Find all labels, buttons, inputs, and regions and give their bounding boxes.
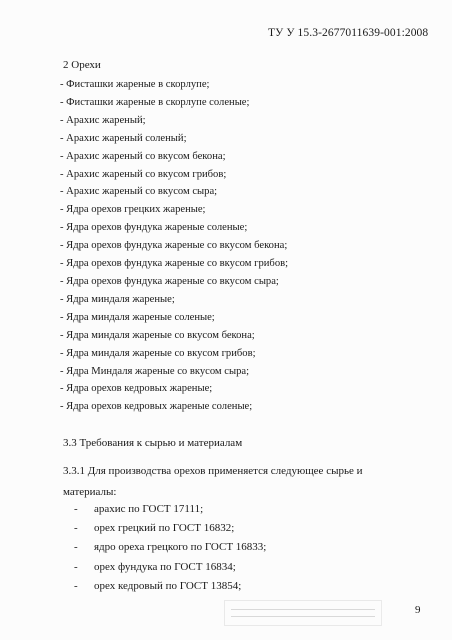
list-item: - Ядра орехов фундука жареные соленые; xyxy=(60,222,248,234)
dash-marker: - xyxy=(74,541,78,554)
list-item: - Ядра орехов фундука жареные со вкусом сыра; xyxy=(60,275,279,287)
list-item: - Ядра миндаля жареные; xyxy=(60,293,175,305)
page-number: 9 xyxy=(415,604,421,616)
list-item: - Ядра миндаля жареные соленые; xyxy=(60,311,215,323)
list-item: - Арахис жареный со вкусом бекона; xyxy=(60,150,226,162)
list-item: - Арахис жареный соленый; xyxy=(60,132,187,144)
list-item: - Ядра миндаля жареные со вкусом грибов; xyxy=(60,347,256,359)
list-item: - Ядра орехов фундука жареные со вкусом грибов; xyxy=(60,258,289,270)
material-item xyxy=(74,519,266,538)
subsection-title: 3.3 Требования к сырью и материалам xyxy=(63,437,243,449)
faded-stamp xyxy=(224,600,382,626)
material-item xyxy=(74,558,266,577)
list-item: - Арахис жареный; xyxy=(60,114,146,126)
material-text: орех фундука по ГОСТ 16834; xyxy=(94,560,236,573)
material-text: орех кедровый по ГОСТ 13854; xyxy=(94,579,242,592)
material-text: ядро ореха грецкого по ГОСТ 16833; xyxy=(94,541,267,554)
list-item: - Ядра орехов кедровых жареные соленые; xyxy=(60,401,253,413)
material-text: орех грецкий по ГОСТ 16832; xyxy=(94,522,235,535)
list-item: - Ядра орехов кедровых жареные; xyxy=(60,383,213,395)
list-item: - Арахис жареный со вкусом грибов; xyxy=(60,168,227,180)
dash-marker: - xyxy=(74,579,78,592)
list-item: - Ядра Миндаля жареные со вкусом сыра; xyxy=(60,365,250,377)
dash-marker: - xyxy=(74,560,78,573)
list-item: - Фисташки жареные в скорлупе; xyxy=(60,79,210,90)
material-item xyxy=(74,577,266,596)
dash-marker: - xyxy=(74,522,78,535)
material-item xyxy=(74,500,266,519)
materials-list xyxy=(74,500,266,596)
dash-marker: - xyxy=(74,503,78,515)
section-title: 2 Орехи xyxy=(63,59,101,71)
material-item xyxy=(74,538,266,557)
list-item: - Ядра миндаля жареные со вкусом бекона; xyxy=(60,329,255,341)
list-item: - Ядра орехов фундука жареные со вкусом бекона; xyxy=(60,240,288,252)
material-text: арахис по ГОСТ 17111; xyxy=(94,503,204,515)
list-item: - Арахис жареный со вкусом сыра; xyxy=(60,186,218,198)
product-list xyxy=(60,76,288,416)
list-item: - Ядра орехов грецких жареные; xyxy=(60,204,206,216)
requirements-paragraph: 3.3.1 Для производства орехов применяется следующее сырье и материалы: xyxy=(63,465,363,498)
document-code: ТУ У 15.3-2677011639-001:2008 xyxy=(268,27,429,39)
list-item: - Фисташки жареные в скорлупе соленые; xyxy=(60,96,250,108)
